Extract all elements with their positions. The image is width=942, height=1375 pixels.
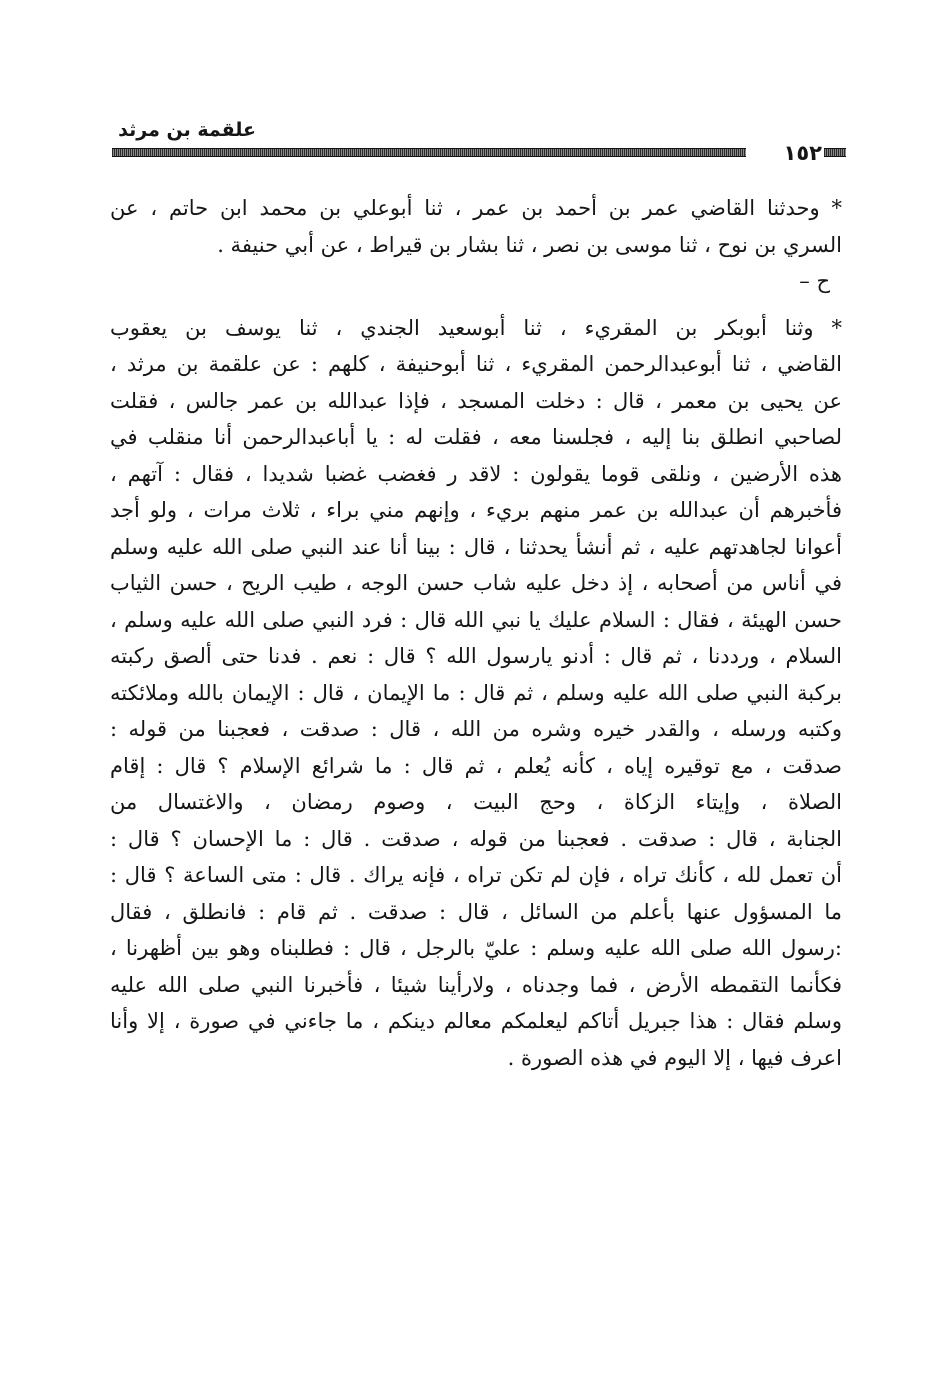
text-line: السلام ، ورددنا ، ثم قال : أدنو يارسول الله ؟ قال : نعم . فدنا حتى ألصق ركبته	[110, 644, 842, 668]
text-line: القاضي ، ثنا أبوعبدالرحمن المقريء ، ثنا أبوحنيفة ، كلهم : عن علقمة بن مرثد ،	[110, 352, 842, 376]
text-line: وكتبه ورسله ، والقدر خيره وشره من الله ، قال : صدقت ، فعجبنا من قوله :	[110, 717, 842, 741]
text-line: * وثنا أبوبكر بن المقريء ، ثنا أبوسعيد الجندي ، ثنا يوسف بن يعقوب	[110, 315, 842, 340]
text-line: هذه الأرضين ، ونلقى قوما يقولون : لاقد ر فغضب غضبا شديدا ، فقال : آتهم ،	[110, 461, 842, 486]
header-decorative-rule-end	[824, 148, 846, 157]
header-decorative-rule	[112, 148, 746, 157]
text-line: فكأنما التقمطه الأرض ، فما وجدناه ، ولارأينا شيئا ، فأخبرنا النبي صلى الله عليه	[110, 972, 842, 997]
text-line: حسن الهيئة ، فقال : السلام عليك يا نبي الله قال : فرد النبي صلى الله عليه وسلم ،	[110, 607, 842, 632]
text-line: الجنابة ، قال : صدقت . فعجبنا من قوله ، صدقت . قال : ما الإحسان ؟ قال :	[110, 826, 842, 851]
running-header	[112, 118, 846, 170]
text-line: :رسول الله صلى الله عليه وسلم : عليّ بالرجل ، قال : فطلبناه وهو بين أظهرنا ،	[110, 936, 842, 960]
text-line: لصاحبي انطلق بنا إليه ، فجلسنا معه ، فقلت له : يا أباعبدالرحمن أنا منقلب في	[110, 425, 842, 449]
page-number: ١٥٢	[783, 141, 822, 165]
text-line: اعرف فيها ، إلا اليوم في هذه الصورة .	[507, 1045, 842, 1070]
text-line: فأخبرهم أن عبدالله بن عمر منهم بريء ، وإنهم مني براء ، ثلاث مرات ، ولو أجد	[110, 498, 842, 522]
paragraph-gap	[110, 300, 842, 310]
text-line: * وحدثنا القاضي عمر بن أحمد بن عمر ، ثنا أبوعلي بن محمد ابن حاتم ، عن	[110, 196, 842, 220]
text-line: صدقت ، مع توقيره إياه ، كأنه يُعلم ، ثم قال : ما شرائع الإسلام ؟ قال : إقام	[110, 753, 842, 778]
body-text	[110, 190, 842, 1076]
text-line: الصلاة ، وإيتاء الزكاة ، وحج البيت ، وصوم رمضان ، والاغتسال من	[110, 790, 842, 814]
running-header-title: علقمة بن مرثد	[118, 119, 256, 141]
text-line: أعوانا لجاهدتهم عليه ، ثم أنشأ يحدثنا ، قال : بينا أنا عند النبي صلى الله عليه وسلم	[110, 534, 842, 559]
text-line: عن يحيى بن معمر ، قال : دخلت المسجد ، فإذا عبدالله بن عمر جالس ، فقلت	[110, 388, 842, 413]
text-line: وسلم فقال : هذا جبريل أتاكم ليعلمكم معالم دينكم ، ما جاءني في صورة ، إلا وأنا	[110, 1009, 842, 1033]
text-line: بركبة النبي صلى الله عليه وسلم ، ثم قال : ما الإيمان ، قال : الإيمان بالله وملائكته	[110, 680, 842, 705]
text-line: ما المسؤول عنها بأعلم من السائل ، قال : صدقت . ثم قام : فانطلق ، فقال	[110, 899, 842, 924]
hadith-separator: ح –	[799, 269, 830, 293]
text-line: في أناس من أصحابه ، إذ دخل عليه شاب حسن الوجه ، طيب الريح ، حسن الثياب	[110, 571, 842, 595]
text-line: السري بن نوح ، ثنا موسى بن نصر ، ثنا بشار بن قيراط ، عن أبي حنيفة .	[217, 232, 842, 257]
text-line: أن تعمل لله ، كأنك تراه ، فإن لم تكن تراه ، فإنه يراك . قال : متى الساعة ؟ قال :	[110, 863, 842, 887]
